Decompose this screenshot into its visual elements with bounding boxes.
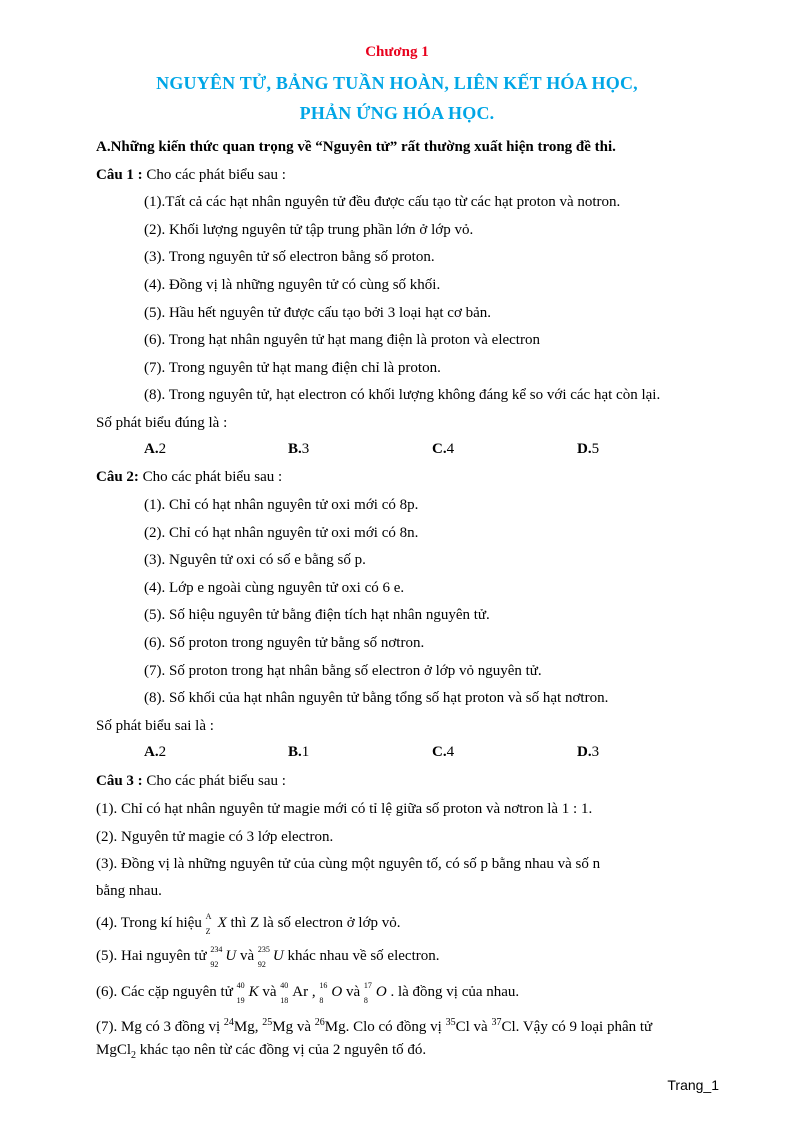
statement: (6). Các cặp nguyên tử 40 19 K và 40 18 Ar , 16 8 O và 17 8 O . là đồng vị của nhau.: [96, 981, 520, 1005]
statement: (5). Hầu hết nguyên tử được cấu tạo bởi 3 loại hạt cơ bản.: [144, 305, 492, 321]
statement: (6). Số proton trong nguyên tử bằng số nơtron.: [144, 635, 425, 651]
question-prompt: Số phát biểu đúng là :: [96, 415, 228, 431]
statement: (1).Tất cả các hạt nhân nguyên tử đều được cấu tạo từ các hạt proton và notron.: [144, 194, 621, 210]
statement: (2). Nguyên tử magie có 3 lớp electron.: [96, 829, 334, 845]
nuclide-symbol: A Z X: [205, 912, 227, 936]
statement: (5). Hai nguyên tử 234 92 U và 235 92 U khác nhau về số electron.: [96, 945, 440, 969]
nuclide-symbol: 16 8 O: [319, 981, 343, 1005]
chapter-title-line-1: NGUYÊN TỬ, BẢNG TUẦN HOÀN, LIÊN KẾT HÓA HỌC,: [156, 73, 638, 93]
statement-continued: MgCl$_2$ khác tạo nên từ các đồng vị của 2 nguyên tố đó.: [96, 1042, 427, 1061]
statement: (8). Số khối của hạt nhân nguyên tử bằng tổng số hạt proton và số hạt nơtron.: [144, 690, 609, 706]
nuclide-symbol: 40 19 K: [236, 981, 259, 1005]
statement: (3). Nguyên tử oxi có số e bằng số p.: [144, 552, 366, 568]
section-heading: A.Những kiến thức quan trọng về “Nguyên tử” rất thường xuất hiện trong đề thi.: [96, 139, 616, 155]
option-a: A.2: [144, 441, 167, 457]
option-c: C.4: [432, 441, 455, 457]
page-number: Trang_1: [667, 1077, 719, 1093]
statement: (8). Trong nguyên tử, hạt electron có khối lượng không đáng kể so với các hạt còn lại.: [144, 387, 661, 403]
question-3-header: [96, 771, 286, 791]
statement: (4). Trong kí hiệu A Z X thì Z là số electron ở lớp vỏ.: [96, 912, 401, 936]
statement: (1). Chỉ có hạt nhân nguyên tử oxi mới có 8p.: [144, 497, 419, 513]
question-prompt: Số phát biểu sai là :: [96, 718, 214, 734]
statement: (1). Chỉ có hạt nhân nguyên tử magie mới có tỉ lệ giữa số proton và nơtron là 1 : 1.: [96, 801, 593, 817]
question-label: Câu 1 :: [96, 167, 143, 183]
statement: (2). Chỉ có hạt nhân nguyên tử oxi mới có 8n.: [144, 525, 419, 541]
nuclide-symbol: 17 8 O: [363, 981, 387, 1005]
nuclide-symbol: 40 18 Ar: [280, 981, 309, 1005]
option-d: D.3: [577, 744, 600, 760]
statement: (3). Đồng vị là những nguyên tử của cùng một nguyên tố, có số p bằng nhau và số n: [96, 856, 601, 872]
statement: (6). Trong hạt nhân nguyên tử hạt mang điện là proton và electron: [144, 332, 540, 348]
statement: (4). Lớp e ngoài cùng nguyên tử oxi có 6 e.: [144, 580, 405, 596]
statement: (7). Số proton trong hạt nhân bằng số electron ở lớp vỏ nguyên tử.: [144, 663, 542, 679]
chapter-label: Chương 1: [365, 44, 429, 60]
statement: (4). Đồng vị là những nguyên tử có cùng số khối.: [144, 277, 441, 293]
option-c: C.4: [432, 744, 455, 760]
statement: (2). Khối lượng nguyên tử tập trung phần lớn ở lớp vỏ.: [144, 222, 474, 238]
question-label: Câu 2:: [96, 469, 139, 485]
question-intro: Cho các phát biểu sau :: [142, 167, 286, 183]
nuclide-symbol: 234 92 U: [210, 945, 237, 969]
question-intro: Cho các phát biểu sau :: [138, 469, 283, 485]
question-1-header: [96, 165, 286, 185]
statement: (3). Trong nguyên tử số electron bằng số proton.: [144, 249, 435, 265]
statement: (7). Mg có 3 đồng vị $^{24}$Mg, $^{25}$Mg và $^{26}$Mg. Clo có đồng vị $^{35}$Cl và $^{37}$Cl. Vậy có 9 loại phân tử: [96, 1017, 653, 1035]
question-2-header: [96, 467, 282, 487]
option-a: A.2: [144, 744, 167, 760]
chapter-title-line-2: PHẢN ỨNG HÓA HỌC.: [299, 103, 495, 123]
statement: (5). Số hiệu nguyên tử bằng điện tích hạt nhân nguyên tử.: [144, 607, 490, 623]
statement: (7). Trong nguyên tử hạt mang điện chỉ là proton.: [144, 360, 441, 376]
statement-continued: bằng nhau.: [96, 883, 162, 899]
question-intro: Cho các phát biểu sau :: [142, 773, 286, 789]
question-label: Câu 3 :: [96, 773, 143, 789]
option-b: B.3: [288, 441, 310, 457]
option-d: D.5: [577, 441, 600, 457]
nuclide-symbol: 235 92 U: [257, 945, 284, 969]
option-b: B.1: [288, 744, 310, 760]
